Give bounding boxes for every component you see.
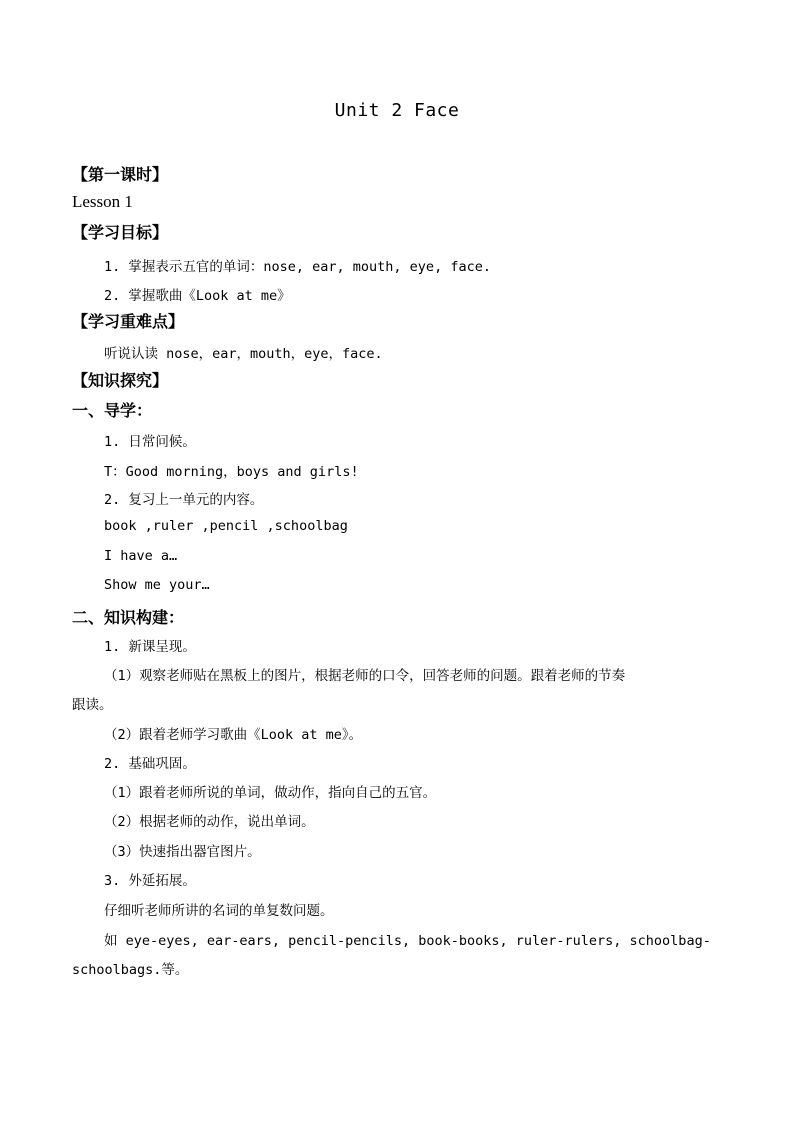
part2-item-2-3: （3）快速指出器官图片。	[104, 844, 261, 860]
part1-item-2: 2. 复习上一单元的内容。	[104, 492, 264, 508]
goal-item-1: 1. 掌握表示五官的单词：nose, ear, mouth, eye, face.	[104, 259, 491, 275]
part2-item-1-2: （2）跟着老师学习歌曲《Look at me》。	[104, 727, 363, 743]
part1-greeting: T：Good morning，boys and girls!	[104, 464, 359, 480]
part1-heading: 一、导学：	[72, 401, 153, 420]
part1-show: Show me your…	[104, 577, 210, 593]
part1-words: book ,ruler ,pencil ,schoolbag	[104, 518, 348, 534]
part1-item-1: 1. 日常问候。	[104, 434, 196, 450]
lesson-label: Lesson 1	[72, 192, 133, 211]
part2-item-1-1b: 跟读。	[72, 697, 113, 713]
explore-heading: 【知识探究】	[72, 371, 169, 390]
goals-heading: 【学习目标】	[72, 223, 169, 242]
part2-item-2-2: （2）根据老师的动作，说出单词。	[104, 814, 315, 830]
part2-item-2: 2. 基础巩固。	[104, 756, 196, 772]
part1-have: I have a…	[104, 548, 178, 564]
part2-item-3: 3. 外延拓展。	[104, 873, 196, 889]
key-points-text: 听说认读 nose，ear，mouth，eye，face.	[104, 346, 383, 362]
part2-item-1-1a: （1）观察老师贴在黑板上的图片，根据老师的口令，回答老师的问题。跟着老师的节奏	[104, 668, 626, 684]
part2-example-a: 如 eye-eyes, ear-ears, pencil-pencils, book-books, ruler-rulers, schoolbag-	[104, 933, 711, 949]
part2-item-3-text: 仔细听老师所讲的名词的单复数问题。	[104, 903, 334, 919]
part2-item-2-1: （1）跟着老师所说的单词，做动作，指向自己的五官。	[104, 785, 437, 801]
goal-item-2: 2. 掌握歌曲《Look at me》	[104, 288, 291, 304]
document-title: Unit 2 Face	[334, 100, 460, 121]
section-lesson-heading: 【第一课时】	[72, 165, 169, 184]
part2-example-b: schoolbags.等。	[72, 962, 189, 978]
part2-item-1: 1. 新课呈现。	[104, 639, 196, 655]
part2-heading: 二、知识构建：	[72, 608, 185, 627]
key-points-heading: 【学习重难点】	[72, 312, 185, 331]
